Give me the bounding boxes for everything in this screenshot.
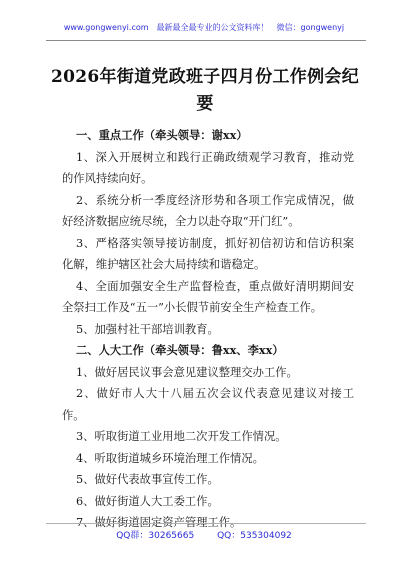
page-header: www.gongwenyi.com 最新最全最专业的公文资料库！ 微信：gongwenyj [63, 23, 345, 32]
section-heading: 二、人大工作（牵头领导：鲁xx、李xx） [76, 343, 284, 357]
list-item: 3、听取街道工业用地二次开发工作情况。 [76, 430, 287, 443]
list-item: 3、严格落实领导接访制度，抓好初信初访和信访积案化解，维护辖区社会大局持续和谐稳定。 [62, 236, 354, 271]
list-item: 4、听取街道城乡环境治理工作情况。 [76, 451, 264, 465]
document-title: 2026年街道党政班子四月份工作例会纪要 [50, 67, 359, 114]
footer-qq: QQ：535304092 [217, 531, 292, 541]
list-item: 2、做好市人大十八届五次会议代表意见建议对接工作。 [62, 387, 354, 422]
footer-qq-group: QQ群：30265665 [116, 531, 195, 541]
section-heading: 一、重点工作（牵头领导：谢xx） [76, 128, 248, 142]
list-item: 6、做好街道人大工委工作。 [76, 494, 219, 508]
list-item: 1、深入开展树立和践行正确政绩观学习教育，推动党的作风持续向好。 [62, 150, 354, 185]
page-footer [0, 528, 408, 541]
header-divider [46, 40, 366, 41]
list-item: 1、做好居民议事会意见建议整理交办工作。 [76, 365, 298, 379]
footer-divider [46, 523, 366, 524]
list-item: 5、加强村社干部培训教育。 [76, 322, 219, 336]
list-item: 2、系统分析一季度经济形势和各项工作完成情况，做好经济数据应统尽统，全力以赴夺取“开门红”。 [62, 193, 354, 228]
list-item: 7、做好街道固定资产管理工作。 [76, 516, 242, 529]
document-body [62, 125, 354, 534]
list-item: 4、全面加强安全生产监督检查，重点做好清明期间安全祭扫工作及“五一”小长假节前安全生产检查工作。 [62, 279, 354, 314]
list-item: 5、做好代表故事宣传工作。 [76, 473, 219, 486]
